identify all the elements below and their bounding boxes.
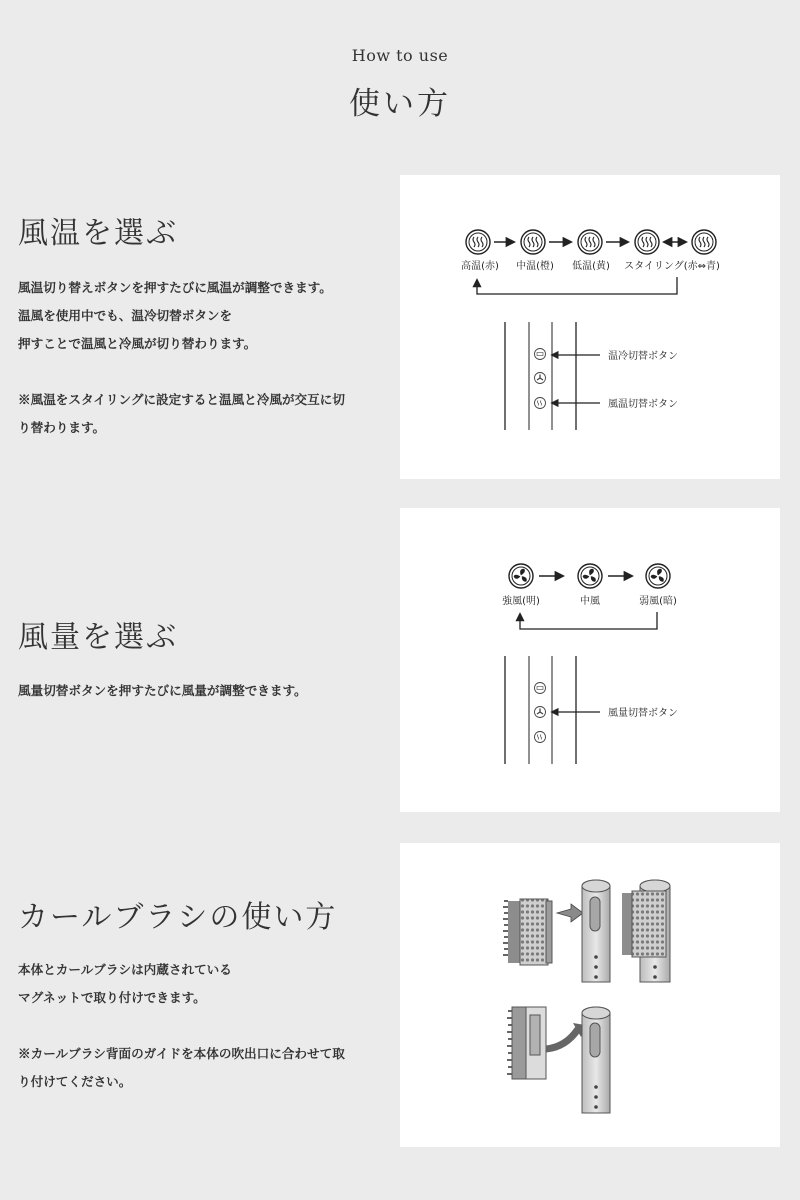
section-text-airflow [18, 677, 388, 705]
section-title-airflow: 風量を選ぶ [18, 620, 178, 655]
fan-button-icon [535, 707, 546, 718]
temperature-diagram-panel [400, 175, 780, 479]
heat-wave-icon [692, 230, 716, 254]
heat-button-icon [535, 732, 546, 743]
dryer-body-image [582, 1007, 610, 1113]
curl-brush-back-image [507, 1007, 546, 1079]
mode-label-medium: 中風 [580, 596, 600, 607]
heat-wave-icon [635, 230, 659, 254]
paragraph-line: 押すことで温風と冷風が切り替わります。 [18, 336, 257, 351]
toggle-button-icon [535, 683, 546, 694]
airflow-diagram-panel [400, 508, 780, 812]
mode-label-weak: 弱風(暗) [639, 596, 677, 607]
airflow-diagram [400, 508, 780, 812]
fan-icon [578, 564, 602, 588]
mode-label-styling: スタイリング(赤⇔青) [624, 261, 720, 272]
paragraph-line: ※風温をスタイリングに設定すると温風と冷風が交互に切 [18, 392, 345, 407]
paragraph-line: 風温切り替えボタンを押すたびに風温が調整できます。 [18, 280, 332, 295]
curl-brush-image [503, 899, 552, 965]
section-text-curl-brush [18, 956, 388, 1096]
fan-button-icon [535, 373, 546, 384]
heat-wave-icon [521, 230, 545, 254]
paragraph-line: り替わります。 [18, 420, 106, 435]
curl-brush-illustration [400, 843, 780, 1147]
callout-label-heat: 風温切替ボタン [608, 399, 678, 410]
heat-wave-icon [578, 230, 602, 254]
mode-label-high: 高温(赤) [461, 261, 499, 272]
paragraph-line: 温風を使用中でも、温冷切替ボタンを [18, 308, 233, 323]
heat-wave-icon [466, 230, 490, 254]
page-title: 使い方 [349, 86, 451, 122]
section-title-temperature: 風温を選ぶ [18, 216, 178, 251]
mode-label-strong: 強風(明) [502, 596, 540, 607]
temperature-diagram [400, 175, 780, 479]
section-title-curl-brush: カールブラシの使い方 [18, 900, 338, 935]
heat-button-icon [535, 398, 546, 409]
callout-label-toggle: 温冷切替ボタン [608, 351, 678, 362]
fan-icon [509, 564, 533, 588]
paragraph-line: り付けてください。 [18, 1074, 132, 1089]
dryer-with-brush-image [622, 880, 670, 982]
paragraph-line: 風量切替ボタンを押すたびに風量が調整できます。 [18, 683, 307, 698]
paragraph-line: 本体とカールブラシは内蔵されている [18, 962, 232, 977]
mode-label-mid: 中温(橙) [516, 261, 554, 272]
dryer-body-image [582, 880, 610, 982]
curl-brush-illustration-panel [400, 843, 780, 1147]
section-text-temperature [18, 274, 388, 442]
paragraph-line: マグネットで取り付けできます。 [18, 990, 206, 1005]
fan-icon [646, 564, 670, 588]
paragraph-line: ※カールブラシ背面のガイドを本体の吹出口に合わせて取 [18, 1046, 345, 1061]
page-eyebrow: How to use [351, 46, 449, 65]
callout-label-airflow: 風量切替ボタン [608, 708, 678, 719]
toggle-button-icon [535, 349, 546, 360]
mode-label-low: 低温(黄) [572, 261, 610, 272]
